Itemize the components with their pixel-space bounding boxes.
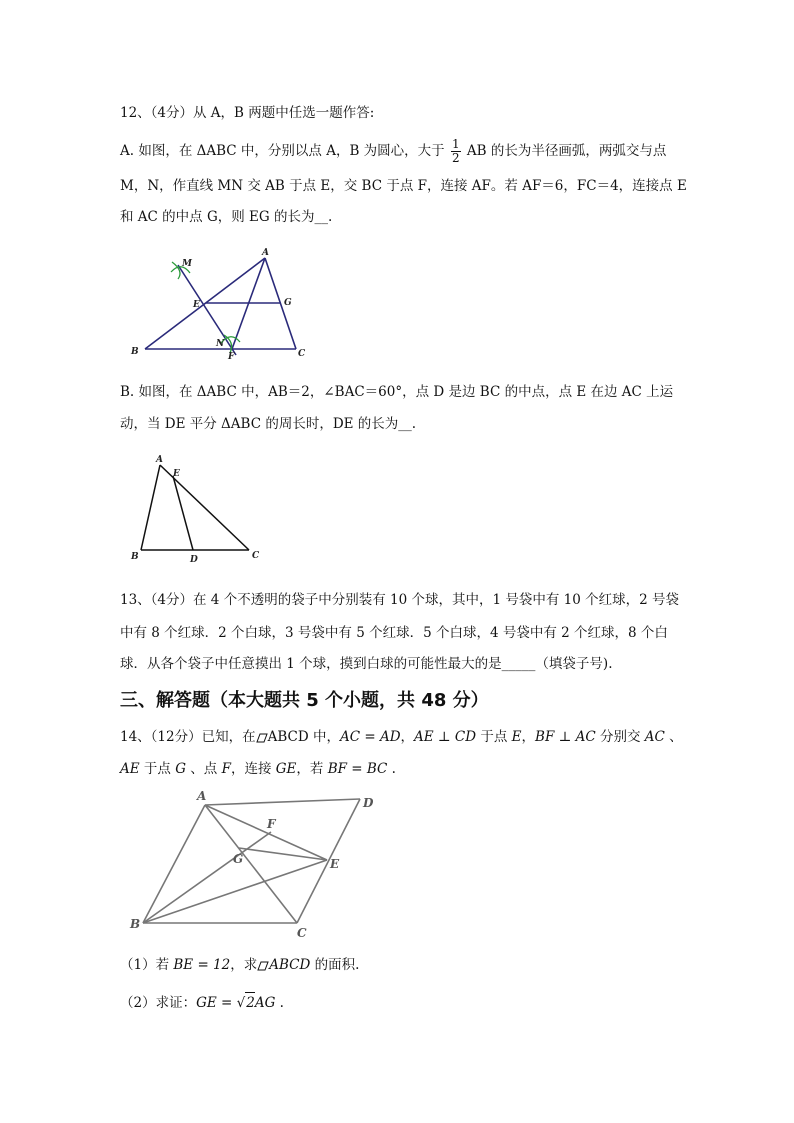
- q12-b-line1: B. 如图，在 ΔABC 中，AB＝2，∠BAC＝60°，点 D 是边 BC 的中点，点 E 在边 AC 上运: [120, 384, 674, 400]
- q14-line1-abcd: ABCD 中，: [267, 729, 340, 745]
- label-E: E: [173, 469, 180, 479]
- q12-a-line1-post: AB 的长为半径画弧，两弧交与点: [466, 143, 667, 159]
- label-G: G: [233, 852, 244, 866]
- label-A: A: [262, 248, 269, 258]
- q14-line2-end: .: [387, 761, 396, 777]
- figure-q12a: [120, 245, 320, 365]
- q14-line2-F: F: [221, 761, 231, 777]
- label-D: D: [190, 555, 198, 565]
- q12-header: 12、（4分）从 A，B 两题中任选一题作答:: [120, 105, 375, 121]
- q14-line1-prefix: 14、（12分）已知，在: [120, 729, 256, 745]
- q14-line1-comma1: ，: [400, 729, 415, 745]
- label-F: F: [267, 817, 276, 831]
- segment-BF: [143, 832, 271, 923]
- q14-line1-AC: AC: [644, 729, 665, 745]
- q14-line2: [120, 759, 396, 779]
- sqrt-radicand: 2: [245, 992, 255, 1013]
- label-G: G: [284, 298, 292, 308]
- q14-line1-perp1: AE ⊥ CD: [414, 729, 477, 745]
- q12-a-line2: M，N，作直线 MN 交 AB 于点 E，交 BC 于点 F，连接 AF。若 AF＝6，FC＝4，连接点 E: [120, 178, 687, 194]
- label-M: M: [182, 259, 192, 269]
- label-E: E: [330, 857, 340, 871]
- q14-sub1-BE: BE = 12: [173, 957, 231, 973]
- q14-line2-point: 、点: [186, 761, 222, 777]
- q14-line1-comma2: ，: [521, 729, 536, 745]
- q14-sub1-ABCD: ABCD: [269, 957, 311, 973]
- q12-b-line2: 动，当 DE 平分 ΔABC 的周长时，DE 的长为__.: [120, 416, 417, 432]
- q14-line2-connect: ，连接: [230, 761, 276, 777]
- q14-sub2-end: .: [275, 995, 284, 1011]
- q14-line1-eq1: AC = AD: [339, 729, 401, 745]
- figure-q12b: [125, 450, 270, 570]
- label-N: N: [216, 339, 225, 349]
- q14-sub1-find: ，求: [230, 957, 258, 973]
- q13-line1: 13、（4分）在 4 个不透明的袋子中分别装有 10 个球，其中，1 号袋中有 10 个红球，2 号袋: [120, 592, 679, 608]
- q14-line1-sep: 、: [664, 729, 683, 745]
- q14-line2-if: ，若: [296, 761, 328, 777]
- q12-a-line3: 和 AC 的中点 G，则 EG 的长为__.: [120, 209, 333, 225]
- section-title: 三、解答题（本大题共 5 个小题，共 48 分）: [120, 690, 489, 711]
- label-A: A: [197, 789, 207, 803]
- label-F: F: [228, 352, 235, 362]
- segment-AC: [205, 805, 297, 923]
- parallelogram-icon: [257, 960, 269, 972]
- fraction-numerator: 1: [451, 137, 460, 151]
- label-D: D: [363, 796, 374, 810]
- segment-AD: [205, 799, 360, 805]
- q14-sub2-AG: AG: [254, 995, 276, 1011]
- q13-line2: 中有 8 个红球．2 个白球，3 号袋中有 5 个红球．5 个白球，4 号袋中有 2 个红球，8 个白: [120, 625, 668, 641]
- q14-line1-pointE: E: [511, 729, 522, 745]
- q12-a-line1: [120, 138, 666, 165]
- q14-line1: [120, 727, 683, 747]
- q13-line3: 球．从各个袋子中任意摸出 1 个球，摸到白球的可能性最大的是_____（填袋子号).: [120, 656, 613, 672]
- parallelogram-icon: [256, 732, 268, 744]
- label-C: C: [298, 349, 306, 359]
- q14-line1-intersect: 分别交: [595, 729, 645, 745]
- q14-sub1-area: 的面积.: [310, 957, 360, 973]
- q14-sub1: [120, 955, 359, 975]
- fraction-half: [451, 138, 461, 165]
- q12-a-line1-pre: A. 如图，在 ΔABC 中，分别以点 A，B 为圆心，大于: [120, 143, 445, 159]
- q14-sub2-GE: GE =: [196, 995, 237, 1011]
- q14-line1-at: 于点: [476, 729, 512, 745]
- segment-AB: [141, 465, 160, 550]
- q14-sub2: [120, 992, 284, 1013]
- figure-q14: [125, 788, 385, 938]
- q14-line2-at: 于点: [139, 761, 176, 777]
- label-B: B: [130, 917, 141, 931]
- q14-line2-GE: GE: [275, 761, 297, 777]
- fraction-denominator: 2: [451, 151, 460, 165]
- q14-sub2-prefix: （2）求证：: [120, 995, 197, 1011]
- sqrt-symbol: √: [236, 995, 246, 1011]
- label-A: A: [156, 455, 163, 465]
- label-C: C: [297, 926, 307, 938]
- label-B: B: [131, 552, 139, 562]
- segment-DC: [297, 799, 360, 923]
- label-B: B: [131, 347, 139, 357]
- label-E: E: [193, 300, 200, 310]
- q14-line2-BFBC: BF = BC: [327, 761, 388, 777]
- q14-line1-perp2: BF ⊥ AC: [535, 729, 596, 745]
- q14-sub1-prefix: （1）若: [120, 957, 174, 973]
- line-MN: [178, 265, 236, 355]
- label-C: C: [252, 551, 260, 561]
- q14-line2-G: G: [175, 761, 186, 777]
- q14-line2-AE: AE: [120, 761, 140, 777]
